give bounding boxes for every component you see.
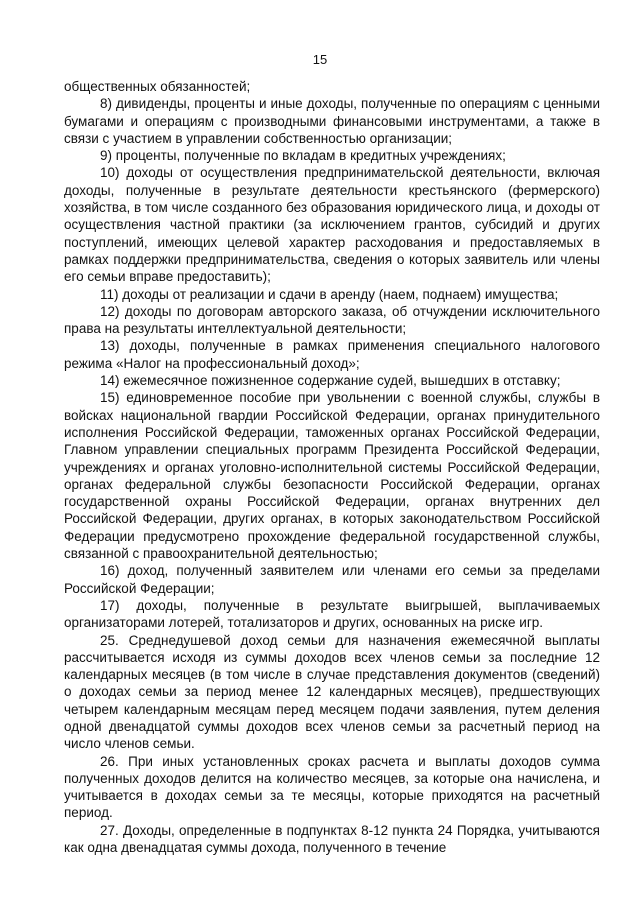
item-8: 8) дивиденды, проценты и иные доходы, полученные по операциям с ценными бумагами и операциям с производными финансовыми инструментами, а также в связи с участием в управлении собственностью организации;: [64, 96, 600, 146]
clause-25: 25. Среднедушевой доход семьи для назначения ежемесячной выплаты рассчитывается исходя из суммы доходов всех членов семьи за последние 12 календарных месяцев (в том числе в случае представления документов (сведений) о доходах семьи за период менее 12 календарных месяцев), предшествующих четырем календарным месяцам перед месяцем подачи заявления, путем деления одной двенадцатой суммы доходов всех членов семьи за расчетный период на число членов семьи.: [64, 632, 600, 752]
item-9: 9) проценты, полученные по вкладам в кредитных учреждениях;: [100, 148, 506, 164]
document-body: [64, 78, 600, 856]
item-13: 13) доходы, полученные в рамках применения специального налогового режима «Налог на профессиональный доход»;: [64, 338, 600, 371]
item-17: 17) доходы, полученные в результате выигрышей, выплачиваемых организаторами лотерей, тотализаторов и других, основанных на риске игр.: [64, 597, 600, 631]
item-10: 10) доходы от осуществления предпринимательской деятельности, включая доходы, полученные в результате деятельности крестьянского (фермерского) хозяйства, в том числе созданного без образования юридического лица, и доходы от осуществления частной практики (за исключением грантов, субсидий и других поступлений, имеющих целевой характер расходования и предоставляемых в рамках поддержки предпринимательства, сведения о которых заявитель или члены его семьи вправе предоставить);: [64, 165, 600, 285]
clause-26: 26. При иных установленных сроках расчета и выплаты доходов сумма полученных доходов делится на количество месяцев, за которые она начислена, и учитывается в доходах семьи за те месяцы, которые приходятся на расчетный период.: [64, 753, 600, 821]
paragraph-continuation: общественных обязанностей;: [64, 79, 251, 94]
item-11: 11) доходы от реализации и сдачи в аренду (наем, поднаем) имущества;: [100, 286, 559, 302]
item-12: 12) доходы по договорам авторского заказа, об отчуждении исключительного права на результаты интеллектуальной деятельности;: [64, 303, 600, 337]
item-14: 14) ежемесячное пожизненное содержание судей, вышедших в отставку;: [100, 373, 561, 389]
page-number: 15: [312, 52, 328, 67]
clause-27: 27. Доходы, определенные в подпунктах 8-12 пункта 24 Порядка, учитываются как одна двенадцатая суммы дохода, полученного в течение: [64, 822, 600, 856]
item-15: 15) единовременное пособие при увольнении с военной службы, службы в войсках национальной гвардии Российской Федерации, органах принудительного исполнения Российской Федерации, таможенных органах Российской Федерации, Главном управлении специальных программ Президента Российской Федерации, учреждениях и органах уголовно-исполнительной системы Российской Федерации, органах федеральной службы безопасности Российской Федерации, органах государственной охраны Российской Федерации, органах внутренних дел Российской Федерации, других органах, в которых законодательством Российской Федерации предусмотрено прохождение федеральной государственной службы, связанной с правоохранительной деятельностью;: [64, 390, 600, 562]
item-16: 16) доход, полученный заявителем или членами его семьи за пределами Российской Федерации;: [64, 563, 600, 596]
